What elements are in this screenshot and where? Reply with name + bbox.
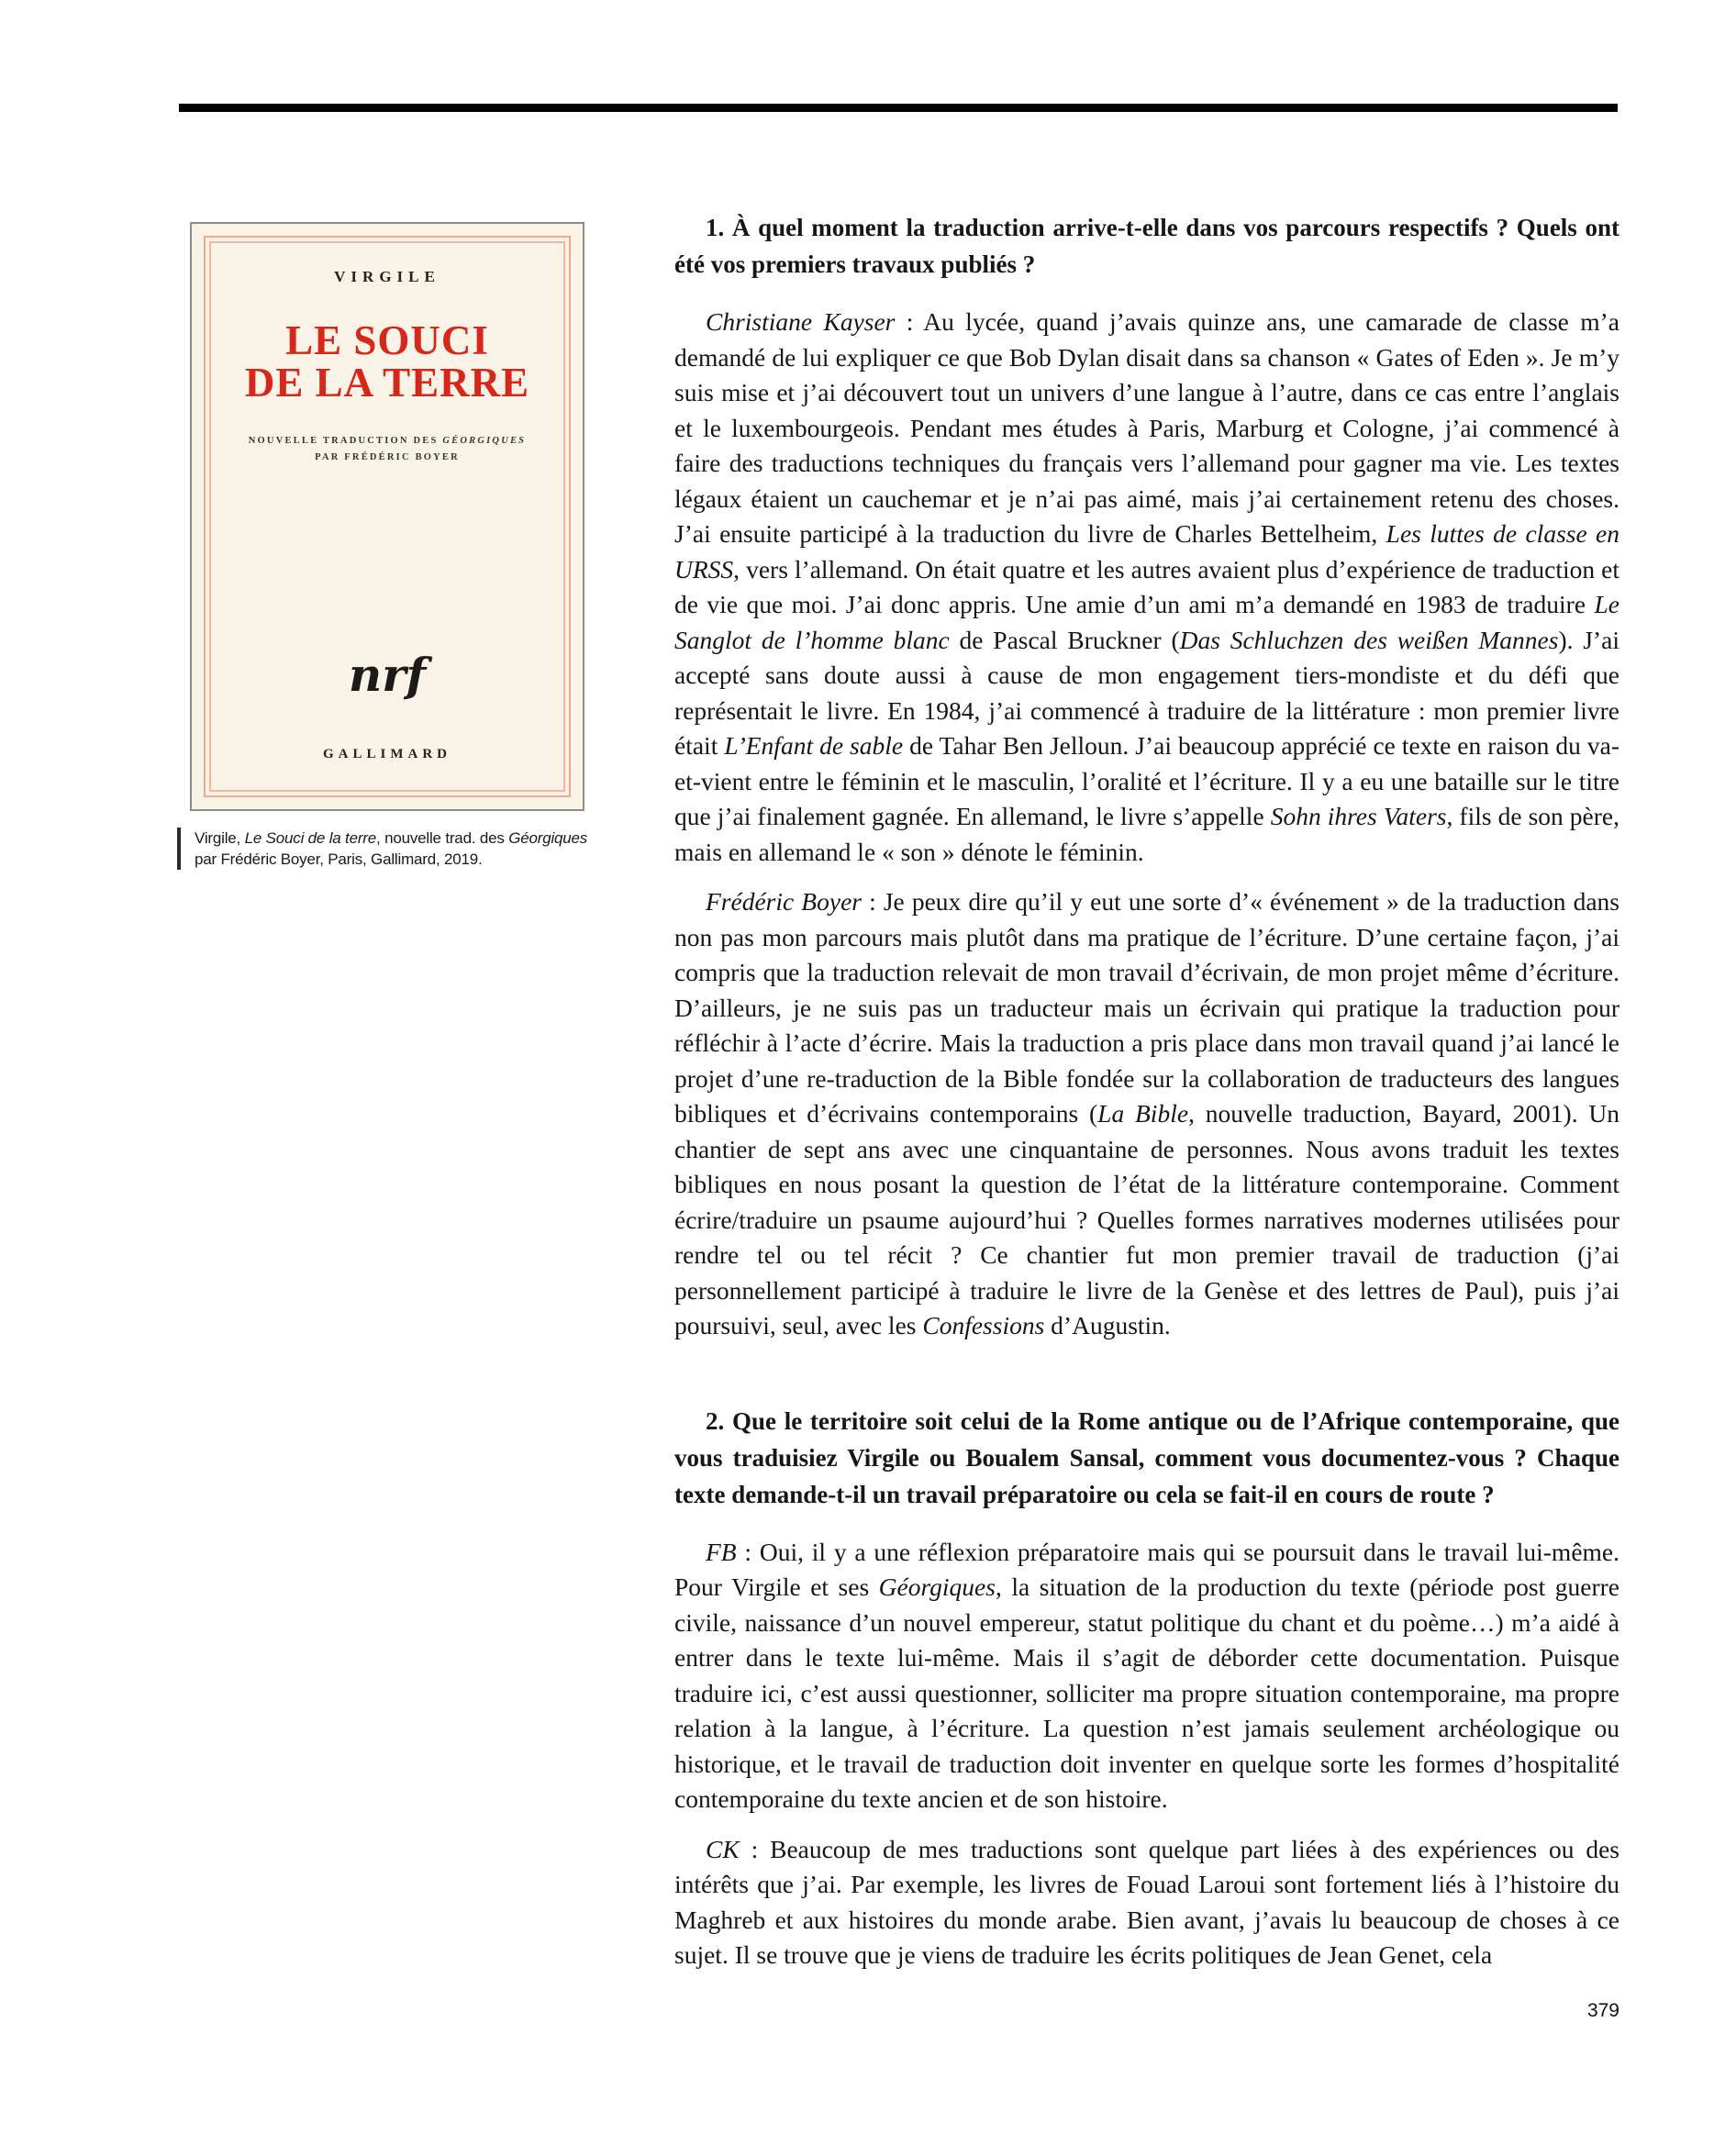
text-segment: : Je peux dire qu’il y eut une sorte d’« événement » de la traduction dans non pas mon parcours mais plutôt dans ma pratique de l’écriture. D’une certaine façon, j’ai compris que la traduction relevait de mon travail d’écrivain, de mon projet même d’écriture. D’ailleurs, je ne suis pas un traducteur mais un écrivain qui pratique la traduction pour réfléchir à l’acte d’écrire. Mais la traduction a pris place dans mon travail quand j’ai lancé le projet d’une re-traduction de la Bible fondée sur la collaboration de traducteurs des langues bibliques et d’écrivains contemporains ( [674, 887, 1620, 1128]
text-segment: : Beaucoup de mes traductions sont quelque part liées à des expériences ou des intérêts que j’ai. Par exemple, les livres de Fouad Laroui sont fortement liés à l’histoire du Maghreb et aux histoires du monde arabe. Bien avant, j’avais lu beaucoup de choses à ce sujet. Il se trouve que je viens de traduire les écrits politiques de Jean Genet, cela [674, 1834, 1619, 1969]
text-segment: de Tahar Ben Jelloun. J’ai beaucoup apprécié ce texte en raison du va-et-vient entre le féminin et le masculin, l’oralité et l’écriture. Il y a eu une bataille sur le titre que j’ai finalement gagnée. En allemand, le livre s’appelle [674, 731, 1620, 830]
cover-author: VIRGILE [334, 268, 440, 285]
page-number: 379 [1586, 2000, 1619, 2021]
cover-publisher: GALLIMARD [322, 747, 451, 761]
text-segment: Das Schluchzen des weißen Mannes [1179, 625, 1559, 654]
book-cover [190, 222, 584, 811]
caption-text [195, 829, 587, 868]
text-segment: : Au lycée, quand j’avais quinze ans, une camarade de classe m’a demandé de lui expliquer ce que Bob Dylan disait dans sa chanson « Gates of Eden ». Je m’y suis mise et j’ai découvert tout un univers d’une langue à l’autre, dans ce cas entre l’anglais et le luxembourgeois. Pendant mes études à Paris, Marburg et Cologne, j’ai commencé à faire des traductions techniques du français vers l’allemand pour gagner ma vie. Les textes légaux étaient un cauchemar et je n’ai pas aimé, mais j’ai certainement retenu des choses. J’ai ensuite participé à la traduction du livre de Charles Bettelheim, [674, 307, 1619, 548]
text-segment: de Pascal Bruckner ( [949, 625, 1180, 654]
text-segment: 1. À quel moment la traduction arrive-t-elle dans vos parcours respectifs ? Quels ont été vos premiers travaux publiés ? [674, 214, 1619, 278]
cover-title-line1: LE SOUCI [285, 317, 489, 363]
text-segment: d’Augustin. [1044, 1311, 1171, 1339]
text-segment: FB [706, 1537, 737, 1566]
interview-answer-kayser-1 [674, 305, 1619, 870]
header-rule [179, 104, 1618, 112]
text-segment: Les luttes de classe en URSS [674, 519, 1619, 583]
text-segment: 2. Que le territoire soit celui de la Rome antique ou de l’Afrique contemporaine, que vous traduisiez Virgile ou Boualem Sansal, comment vous documentez-vous ? Chaque texte demande-t-il un travail préparatoire ou cela se fait-il en cours de route ? [674, 1406, 1619, 1508]
interview-content [674, 209, 1619, 1988]
text-segment: , nouvelle traduction, Bayard, 2001). Un chantier de sept ans avec une cinquantaine de personnes. Nous avons traduit les textes bibliques en nous posant la question de l’état de la littérature contemporaine. Comment écrire/traduire un psaume aujourd’hui ? Quelles formes narratives modernes utilisées pour rendre tel ou tel récit ? Ce chantier fut mon premier travail de traduction (j’ai personnellement participé à traduire le livre de la Genèse et des lettres de Paul), puis j’ai poursuivi, seul, avec les [674, 1099, 1619, 1339]
cover-subtitle [192, 433, 583, 466]
text-segment: CK [706, 1834, 740, 1863]
interview-question-2 [674, 1403, 1619, 1513]
text-segment: L’Enfant de sable [724, 731, 904, 760]
text-segment: Géorgiques [508, 829, 588, 847]
interview-answer-boyer-2 [674, 1535, 1619, 1817]
text-segment: ). J’ai accepté sans doute aussi à cause de mon engagement tiers-mondiste et du défi que représentait le livre. En 1984, j’ai commencé à traduire de la littérature : mon premier livre était [674, 625, 1619, 760]
interview-question-1 [674, 209, 1619, 283]
text-segment: , fils de son père, mais en allemand le « son » dénote le féminin. [674, 802, 1620, 866]
text-segment: Le Souci de la terre [244, 829, 377, 847]
text-segment: , nouvelle trad. des [376, 829, 509, 847]
text-segment: Virgile, [195, 829, 245, 847]
cover-subtitle-translator: PAR FRÉDÉRIC BOYER [315, 452, 460, 462]
interview-answer-boyer-1 [674, 884, 1619, 1344]
interview-answer-kayser-2 [674, 1832, 1619, 1973]
text-segment: : Oui, il y a une réflexion préparatoire mais qui se poursuit dans le travail lui-même. Pour Virgile et ses [674, 1537, 1619, 1601]
cover-subtitle-work: GÉORGIQUES [442, 436, 527, 446]
text-segment: La Bible [1097, 1099, 1189, 1128]
text-segment: Géorgiques [878, 1573, 996, 1601]
text-segment: par Frédéric Boyer, Paris, Gallimard, 2019. [195, 850, 483, 868]
text-segment: Frédéric Boyer [706, 887, 862, 916]
nrf-logo: nrf [348, 648, 427, 702]
text-segment: Confessions [922, 1311, 1045, 1339]
text-segment: Christiane Kayser [706, 307, 896, 336]
text-segment: Sohn ihres Vaters [1270, 802, 1447, 830]
book-caption [177, 828, 609, 870]
text-segment: , vers l’allemand. On était quatre et les autres avaient plus d’expérience de traduction et de vie que moi. J’ai donc appris. Une amie d’un ami m’a demandé en 1983 de traduire [674, 554, 1619, 618]
cover-title [192, 319, 583, 404]
text-segment: Le Sanglot de l’homme blanc [674, 590, 1619, 654]
book-figure [190, 222, 621, 870]
cover-subtitle-pre: NOUVELLE TRADUCTION DES [248, 436, 443, 446]
cover-title-line2: DE LA TERRE [244, 360, 530, 406]
text-segment: , la situation de la production du texte (période post guerre civile, naissance d’un nouvel empereur, statut politique du chant et du poème…) m’a aidé à entrer dans le texte lui-même. Mais il s’agit de déborder cette documentation. Puisque traduire ici, c’est aussi questionner, solliciter ma propre situation contemporaine, ma propre relation à la langue, à l’écriture. La question n’est jamais seulement archéologique ou historique, et le travail de traduction doit inventer en quelque sorte les formes d’hospitalité contemporaine du texte ancien et de son histoire. [674, 1573, 1619, 1813]
